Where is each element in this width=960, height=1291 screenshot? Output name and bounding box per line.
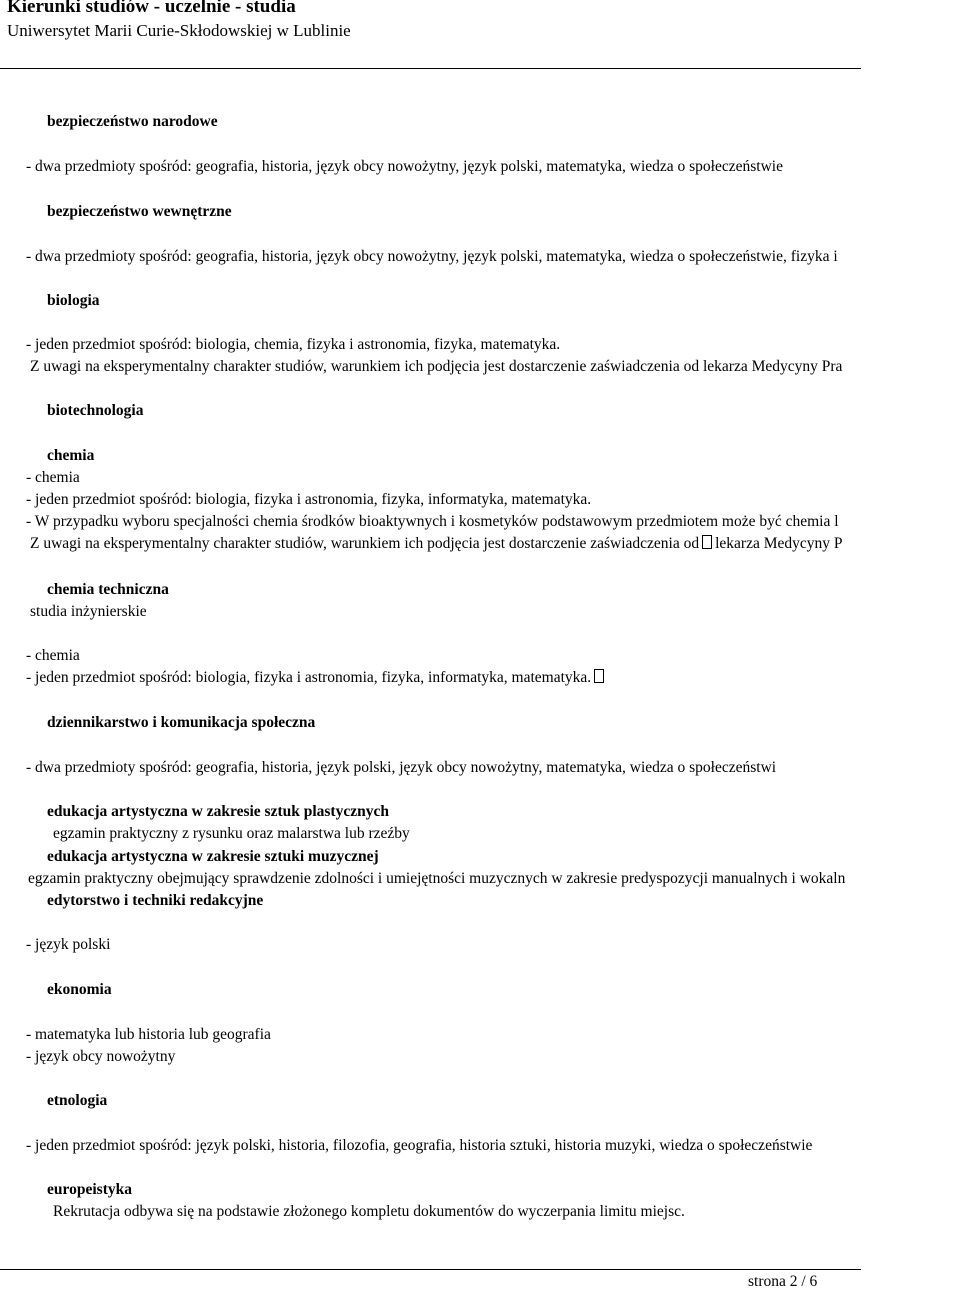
section-heading [47, 981, 112, 999]
line-text: egzamin praktyczny obejmujący sprawdzenie zdolności i umiejętności muzycznych w zakresie predyspozycji manualnych i wokaln [28, 870, 846, 887]
missing-glyph-box-icon [702, 535, 712, 549]
section-heading [47, 402, 143, 420]
body-line [26, 248, 838, 266]
body-line [30, 603, 147, 621]
line-text: chemia [47, 447, 95, 464]
section-heading [47, 714, 315, 732]
line-text: - dwa przedmioty spośród: geografia, historia, język obcy nowożytny, język polski, matematyka, wiedza o społeczeństwie [26, 158, 783, 175]
page-subtitle: Uniwersytet Marii Curie-Skłodowskiej w Lublinie [7, 21, 351, 40]
line-text: - chemia [26, 647, 80, 664]
page-title: Kierunki studiów - uczelnie - studia [7, 0, 296, 17]
body-line [30, 535, 843, 553]
line-text: edukacja artystyczna w zakresie sztuk plastycznych [47, 803, 389, 820]
line-text: - jeden przedmiot spośród: język polski, historia, filozofia, geografia, historia sztuki, historia muzyki, wiedza o społeczeństwie [26, 1137, 813, 1154]
line-text: biotechnologia [47, 402, 144, 419]
body-line [53, 1203, 685, 1221]
line-text: Rekrutacja odbywa się na podstawie złożonego kompletu dokumentów do wyczerpania limitu miejsc. [53, 1203, 685, 1220]
body-line [26, 1048, 175, 1066]
body-line [26, 336, 560, 354]
line-text: - dwa przedmioty spośród: geografia, historia, język obcy nowożytny, język polski, matematyka, wiedza o społeczeństwie, fizyka i [26, 248, 838, 265]
body-line [26, 647, 80, 665]
line-text: egzamin praktyczny z rysunku oraz malarstwa lub rzeźby [53, 825, 410, 842]
body-line [26, 158, 783, 176]
body-line [26, 469, 80, 487]
section-heading [47, 1092, 107, 1110]
body-line [26, 491, 591, 509]
line-text: - jeden przedmiot spośród: biologia, fizyka i astronomia, fizyka, informatyka, matematyka. [26, 491, 592, 508]
section-heading [47, 892, 263, 910]
section-heading [47, 803, 389, 821]
line-text: - chemia [26, 469, 80, 486]
line-text: Z uwagi na eksperymentalny charakter studiów, warunkiem ich podjęcia jest dostarczenie zaświadczenia od lekarza Medycyny Pra [30, 358, 843, 375]
section-heading [47, 447, 94, 465]
footer-divider [0, 1269, 861, 1270]
line-text: - W przypadku wyboru specjalności chemia środków bioaktywnych i kosmetyków podstawowym przedmiotem może być chemia l [26, 513, 839, 530]
header-divider [0, 68, 861, 69]
body-line [26, 759, 776, 777]
body-line [26, 513, 839, 531]
missing-glyph-box-icon [594, 669, 604, 683]
body-line [30, 358, 842, 376]
line-text: dziennikarstwo i komunikacja społeczna [47, 714, 316, 731]
line-text: Z uwagi na eksperymentalny charakter studiów, warunkiem ich podjęcia jest dostarczenie zaświadczenia od [30, 535, 700, 552]
line-text: biologia [47, 292, 100, 309]
line-text: - język polski [26, 936, 111, 953]
line-text: ekonomia [47, 981, 112, 998]
section-heading [47, 292, 100, 310]
section-heading [47, 848, 379, 866]
body-line [28, 870, 845, 888]
body-line [53, 825, 410, 843]
line-text: studia inżynierskie [30, 603, 147, 620]
line-text: - język obcy nowożytny [26, 1048, 176, 1065]
line-text: bezpieczeństwo narodowe [47, 113, 218, 130]
line-text: edukacja artystyczna w zakresie sztuki muzycznej [47, 848, 379, 865]
body-line [26, 936, 110, 954]
line-text: chemia techniczna [47, 581, 169, 598]
line-text: europeistyka [47, 1181, 132, 1198]
page-number: strona 2 / 6 [748, 1273, 818, 1290]
line-text: - jeden przedmiot spośród: biologia, fizyka i astronomia, fizyka, informatyka, matematyka. [26, 669, 592, 686]
section-heading [47, 113, 218, 131]
section-heading [47, 1181, 132, 1199]
section-heading [47, 581, 169, 599]
line-text: etnologia [47, 1092, 108, 1109]
line-text: - jeden przedmiot spośród: biologia, chemia, fizyka i astronomia, fizyka, matematyka. [26, 336, 561, 353]
line-text: edytorstwo i techniki redakcyjne [47, 892, 264, 909]
line-text-tail: lekarza Medycyny P [715, 535, 843, 552]
line-text: bezpieczeństwo wewnętrzne [47, 203, 232, 220]
line-text: - matematyka lub historia lub geografia [26, 1026, 271, 1043]
body-line [26, 669, 607, 687]
body-line [26, 1137, 812, 1155]
line-text: - dwa przedmioty spośród: geografia, historia, język polski, język obcy nowożytny, matematyka, wiedza o społeczeństwi [26, 759, 777, 776]
body-line [26, 1026, 271, 1044]
section-heading [47, 203, 232, 221]
